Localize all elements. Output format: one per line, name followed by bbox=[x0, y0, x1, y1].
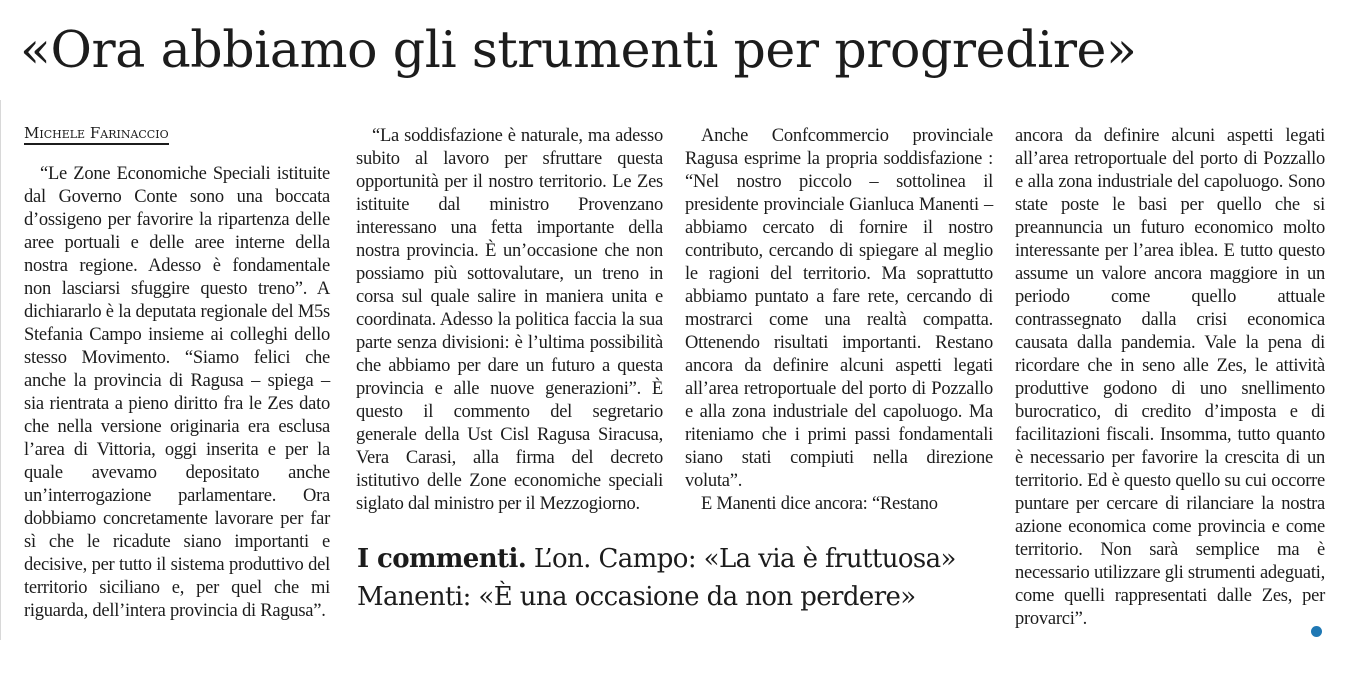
column-1-paragraph: “Le Zone Economiche Speciali istituite dal Governo Conte sono una boccata d’ossigeno per favorire la ripartenza delle aree portuali e delle aree interne della nostra regione. Adesso è fondamentale non lasciarsi sfuggire questo treno”. A dichiararlo è la deputata regionale del M5s Stefania Campo insieme ai colleghi dello stesso Movimento. “Siamo felici che anche la provincia di Ragusa – spiega – sia rientrata a pieno diritto fra le Zes dato che nella versione originaria era esclusa l’area di Vittoria, oggi inserita e per la quale avevamo depositato anche un’interrogazione parlamentare. Ora dobbiamo concretamente lavorare per far sì che le ricadute siano importanti e decisive, per tutto il sistema produttivo del territorio siciliano e, per quel che mi riguarda, dell’intera provincia di Ragusa”. bbox=[24, 164, 330, 621]
column-3-paragraph-1: Anche Confcommercio provinciale Ragusa esprime la propria soddisfazione : “Nel nostro piccolo – sottolinea il presidente provinciale Gianluca Manenti – abbiamo cercato di fornire il nostro contributo, cercando di spiegare al meglio le ragioni del territorio. Ma soprattutto abbiamo puntato a fare rete, cercando di mostrarci come una realtà compatta. Ottenendo risultati importanti. Restano ancora da definire alcuni aspetti legati all’area retroportuale del porto di Pozzallo e alla zona industriale del capoluogo. Ma riteniamo che i primi passi fondamentali siano stati compiuti nella direzione voluta”. bbox=[685, 126, 993, 491]
article-column-2 bbox=[356, 125, 663, 516]
article-column-4 bbox=[1015, 125, 1325, 631]
end-of-article-dot-icon bbox=[1311, 626, 1322, 637]
article-headline: «Ora abbiamo gli strumenti per progredire» bbox=[20, 20, 1137, 79]
article-column-1 bbox=[24, 163, 330, 623]
article-column-3 bbox=[685, 125, 993, 516]
column-2-paragraph: “La soddisfazione è naturale, ma adesso subito al lavoro per sfruttare questa opportunità per il nostro territorio. Le Zes istituite dal ministro Provenzano interessano una fetta importante della nostra provincia. È un’occasione che non possiamo più sottovalutare, un treno in corsa sul quale salire in maniera unita e coordinata. Adesso la politica faccia la sua parte senza divisioni: è l’ultima possibilità che abbiamo per dare un futuro a questa provincia e alle nuove generazioni”. È questo il commento del segretario generale della Ust Cisl Ragusa Siracusa, Vera Carasi, alla firma del decreto istitutivo delle Zone economiche speciali siglato dal ministro per il Mezzogiorno. bbox=[356, 126, 663, 514]
page-edge-rule bbox=[0, 100, 1, 640]
author-byline: Michele Farinaccio bbox=[24, 124, 169, 145]
column-4-paragraph: ancora da definire alcuni aspetti legati all’area retroportuale del porto di Pozzallo e alla zona industriale del capoluogo. Sono state poste le basi per quello che si preannuncia un futuro economico molto interessante per l’area iblea. E tutto questo assume un valore ancora maggiore in un periodo come quello attuale contrassegnato dalla crisi economica causata dalla pandemia. Vale la pena di ricordare che in seno alle Zes, le attività produttive godono di uno snellimento burocratico, di credito d’imposta e di facilitazioni fiscali. Insomma, tutto quanto è necessario per favorire la crescita di un territorio. Ed è questo quello su cui occorre puntare per cercare di rilanciare la nostra azione economica come provincia e come territorio. Non sarà semplice ma è necessario utilizzare gli strumenti adeguati, come quelli rappresentati dalle Zes, per provarci”. bbox=[1015, 126, 1325, 629]
subheading-lead: I commenti. bbox=[357, 544, 527, 574]
subheading-line-1 bbox=[357, 540, 997, 578]
comments-subheading bbox=[357, 540, 997, 616]
subheading-line-1-text: L’on. Campo: «La via è fruttuosa» bbox=[526, 544, 956, 574]
column-3-paragraph-2: E Manenti dice ancora: “Restano bbox=[701, 494, 938, 514]
subheading-line-2: Manenti: «È una occasione da non perdere» bbox=[357, 582, 916, 612]
